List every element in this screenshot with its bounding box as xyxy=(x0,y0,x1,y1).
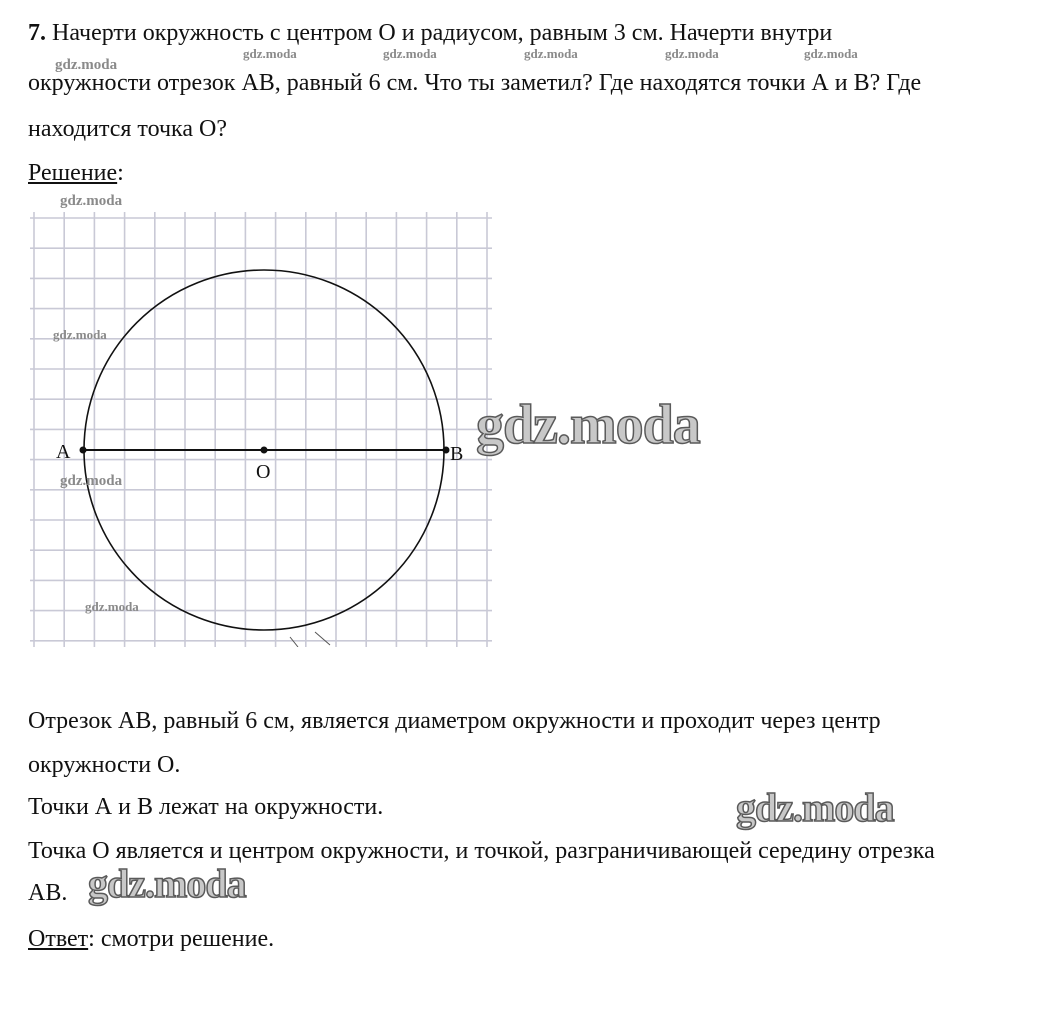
label-a: A xyxy=(56,441,71,463)
solution-heading xyxy=(28,158,124,188)
task-line-1 xyxy=(28,18,832,48)
watermark: gdz.moda xyxy=(476,394,700,456)
circle-figure xyxy=(30,212,492,647)
solution-label: Решение xyxy=(28,160,118,186)
explanation-line-4: Точка О является и центром окружности, и точкой, разграничивающей середину отрезка xyxy=(28,838,935,864)
task-line-2: окружности отрезок АВ, равный 6 см. Что ты заметил? Где находятся точки А и В? Где xyxy=(28,70,922,96)
label-o: O xyxy=(256,461,271,483)
solution-colon: : xyxy=(117,160,124,186)
explanation-line-2: окружности О. xyxy=(28,752,181,778)
watermark: gdz.moda xyxy=(85,599,139,614)
watermark: gdz.moda xyxy=(53,327,107,342)
watermark: gdz.moda xyxy=(804,46,858,61)
circle-diagram xyxy=(30,212,492,647)
watermark: gdz.moda xyxy=(665,46,719,61)
explanation-line-1: Отрезок АВ, равный 6 см, является диаметром окружности и проходит через центр xyxy=(28,708,881,734)
point-a xyxy=(80,447,87,454)
watermark: gdz.moda xyxy=(60,193,123,209)
answer-text: : смотри решение. xyxy=(88,926,275,952)
explanation-line-5: АВ. xyxy=(28,880,68,906)
task-number: 7. xyxy=(28,20,46,46)
watermark: gdz.moda xyxy=(736,785,894,830)
answer-label: Ответ xyxy=(28,926,89,952)
task-line-3: находится точка О? xyxy=(28,116,227,142)
answer-line xyxy=(28,924,274,954)
label-b: B xyxy=(450,443,464,465)
watermark: gdz.moda xyxy=(55,57,118,73)
watermark: gdz.moda xyxy=(243,46,297,61)
explanation-line-3: Точки А и В лежат на окружности. xyxy=(28,794,384,820)
watermark: gdz.moda xyxy=(524,46,578,61)
point-b xyxy=(443,447,450,454)
point-o xyxy=(261,447,268,454)
watermark: gdz.moda xyxy=(60,473,123,489)
watermark: gdz.moda xyxy=(88,861,246,906)
watermark: gdz.moda xyxy=(383,46,437,61)
task-text-1: Начерти окружность с центром О и радиусом, равным 3 см. Начерти внутри xyxy=(52,20,833,46)
